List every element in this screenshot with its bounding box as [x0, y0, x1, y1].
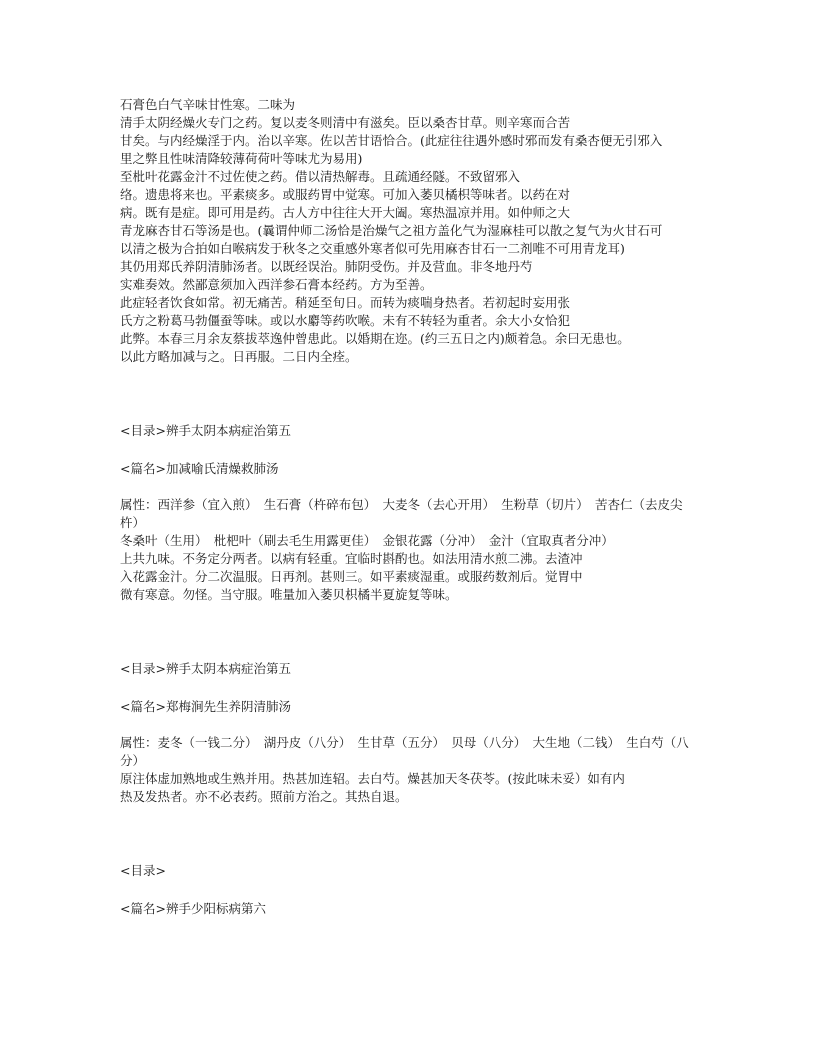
text-line: 病。既有是症。即可用是药。古人方中往往大开大阖。寒热温凉并用。如仲师之大 — [120, 205, 571, 220]
chapter-title: <篇名>加减喻氏清燥救肺汤 — [120, 461, 279, 476]
text-line: 甘矣。与内经燥淫于内。治以辛寒。佐以苦甘语恰合。(此症往往遇外感时邪而发有桑杏便无引邪入 — [120, 133, 663, 148]
text-line: 冬桑叶（生用） 枇杷叶（刷去毛生用露更佳） 金银花露（分冲） 金汁（宜取真者分冲） — [120, 533, 614, 548]
document-page — [120, 96, 700, 918]
text-line: 实难奏效。然鄙意须加入西洋参石膏本经药。方为至善。 — [120, 277, 433, 292]
text-line: 以清之极为合拍如白喉病发于秋冬之交重感外寒者似可先用麻杏甘石一二剂唯不可用青龙耳) — [120, 241, 625, 256]
text-line: 微有寒意。勿怪。当守服。唯量加入萎贝枳橘半夏旋复等味。 — [120, 587, 458, 602]
text-line: 属性：西洋参（宜入煎） 生石膏（杵碎布包） 大麦冬（去心开用） 生粉草（切片） 苦杏仁（去皮尖杵） — [120, 497, 683, 530]
text-line: 络。遗患将来也。平素痰多。或服药胃中觉寒。可加入萎贝橘枳等味者。以药在对 — [120, 187, 571, 202]
text-line: 热及发热者。亦不必表药。照前方治之。其热自退。 — [120, 789, 408, 804]
toc-heading: <目录>辨手太阴本病症治第五 — [120, 661, 291, 676]
text-line: 青龙麻杏甘石等汤是也。(曩谓仲师二汤恰是治燥气之祖方盖化气为湿麻桂可以散之复气为火甘石可 — [120, 223, 663, 238]
text-line: 里之弊且性味清降较薄荷荷叶等味尤为易用) — [120, 151, 363, 166]
text-line: 清手太阴经燥火专门之药。复以麦冬则清中有滋矣。臣以桑杏甘草。则辛寒而合苦 — [120, 115, 571, 130]
section-3 — [120, 660, 700, 806]
chapter-title: <篇名>郑梅涧先生养阴清肺汤 — [120, 699, 291, 714]
text-line: 入花露金汁。分二次温服。日再剂。甚则三。如平素痰湿重。或服药数剂后。觉胃中 — [120, 569, 583, 584]
text-line: 氏方之粉葛马勃僵蚕等味。或以水麝等药吹喉。未有不转轻为重者。余大小女恰犯 — [120, 313, 571, 328]
text-line: 以此方略加减与之。日再服。二日内全痊。 — [120, 349, 358, 364]
text-line: 上共九味。不务定分两者。以病有轻重。宜临时斟酌也。如法用清水煎二沸。去渣冲 — [120, 551, 583, 566]
chapter-title: <篇名>辨手少阳标病第六 — [120, 901, 266, 916]
toc-heading: <目录> — [120, 863, 166, 878]
text-line: 其仍用郑氏养阴清肺汤者。以既经误治。肺阴受伤。并及营血。非冬地丹芍 — [120, 259, 533, 274]
text-line: 此症轻者饮食如常。初无痛苦。稍延至旬日。而转为痰喘身热者。若初起时妄用张 — [120, 295, 571, 310]
text-line: 石膏色白气辛味甘性寒。二味为 — [120, 97, 296, 112]
section-2 — [120, 422, 700, 604]
text-line: 原注体虚加熟地或生熟并用。热甚加连轺。去白芍。燥甚加天冬茯苓。(按此味未妥）如有内 — [120, 771, 625, 786]
text-line: 此弊。本春三月余友蔡拔萃逸仲曾患此。以婚期在迩。(约三五日之内)颇着急。余曰无患也。 — [120, 331, 630, 346]
text-line: 至枇叶花露金汁不过佐使之药。借以清热解毒。且疏通经隧。不致留邪入 — [120, 169, 521, 184]
text-line: 属性：麦冬（一钱二分） 湖丹皮（八分） 生甘草（五分） 贝母（八分） 大生地（二钱） 生白芍（八分） — [120, 735, 689, 768]
section-4 — [120, 862, 700, 918]
toc-heading: <目录>辨手太阴本病症治第五 — [120, 423, 291, 438]
section-1-body — [120, 96, 700, 366]
